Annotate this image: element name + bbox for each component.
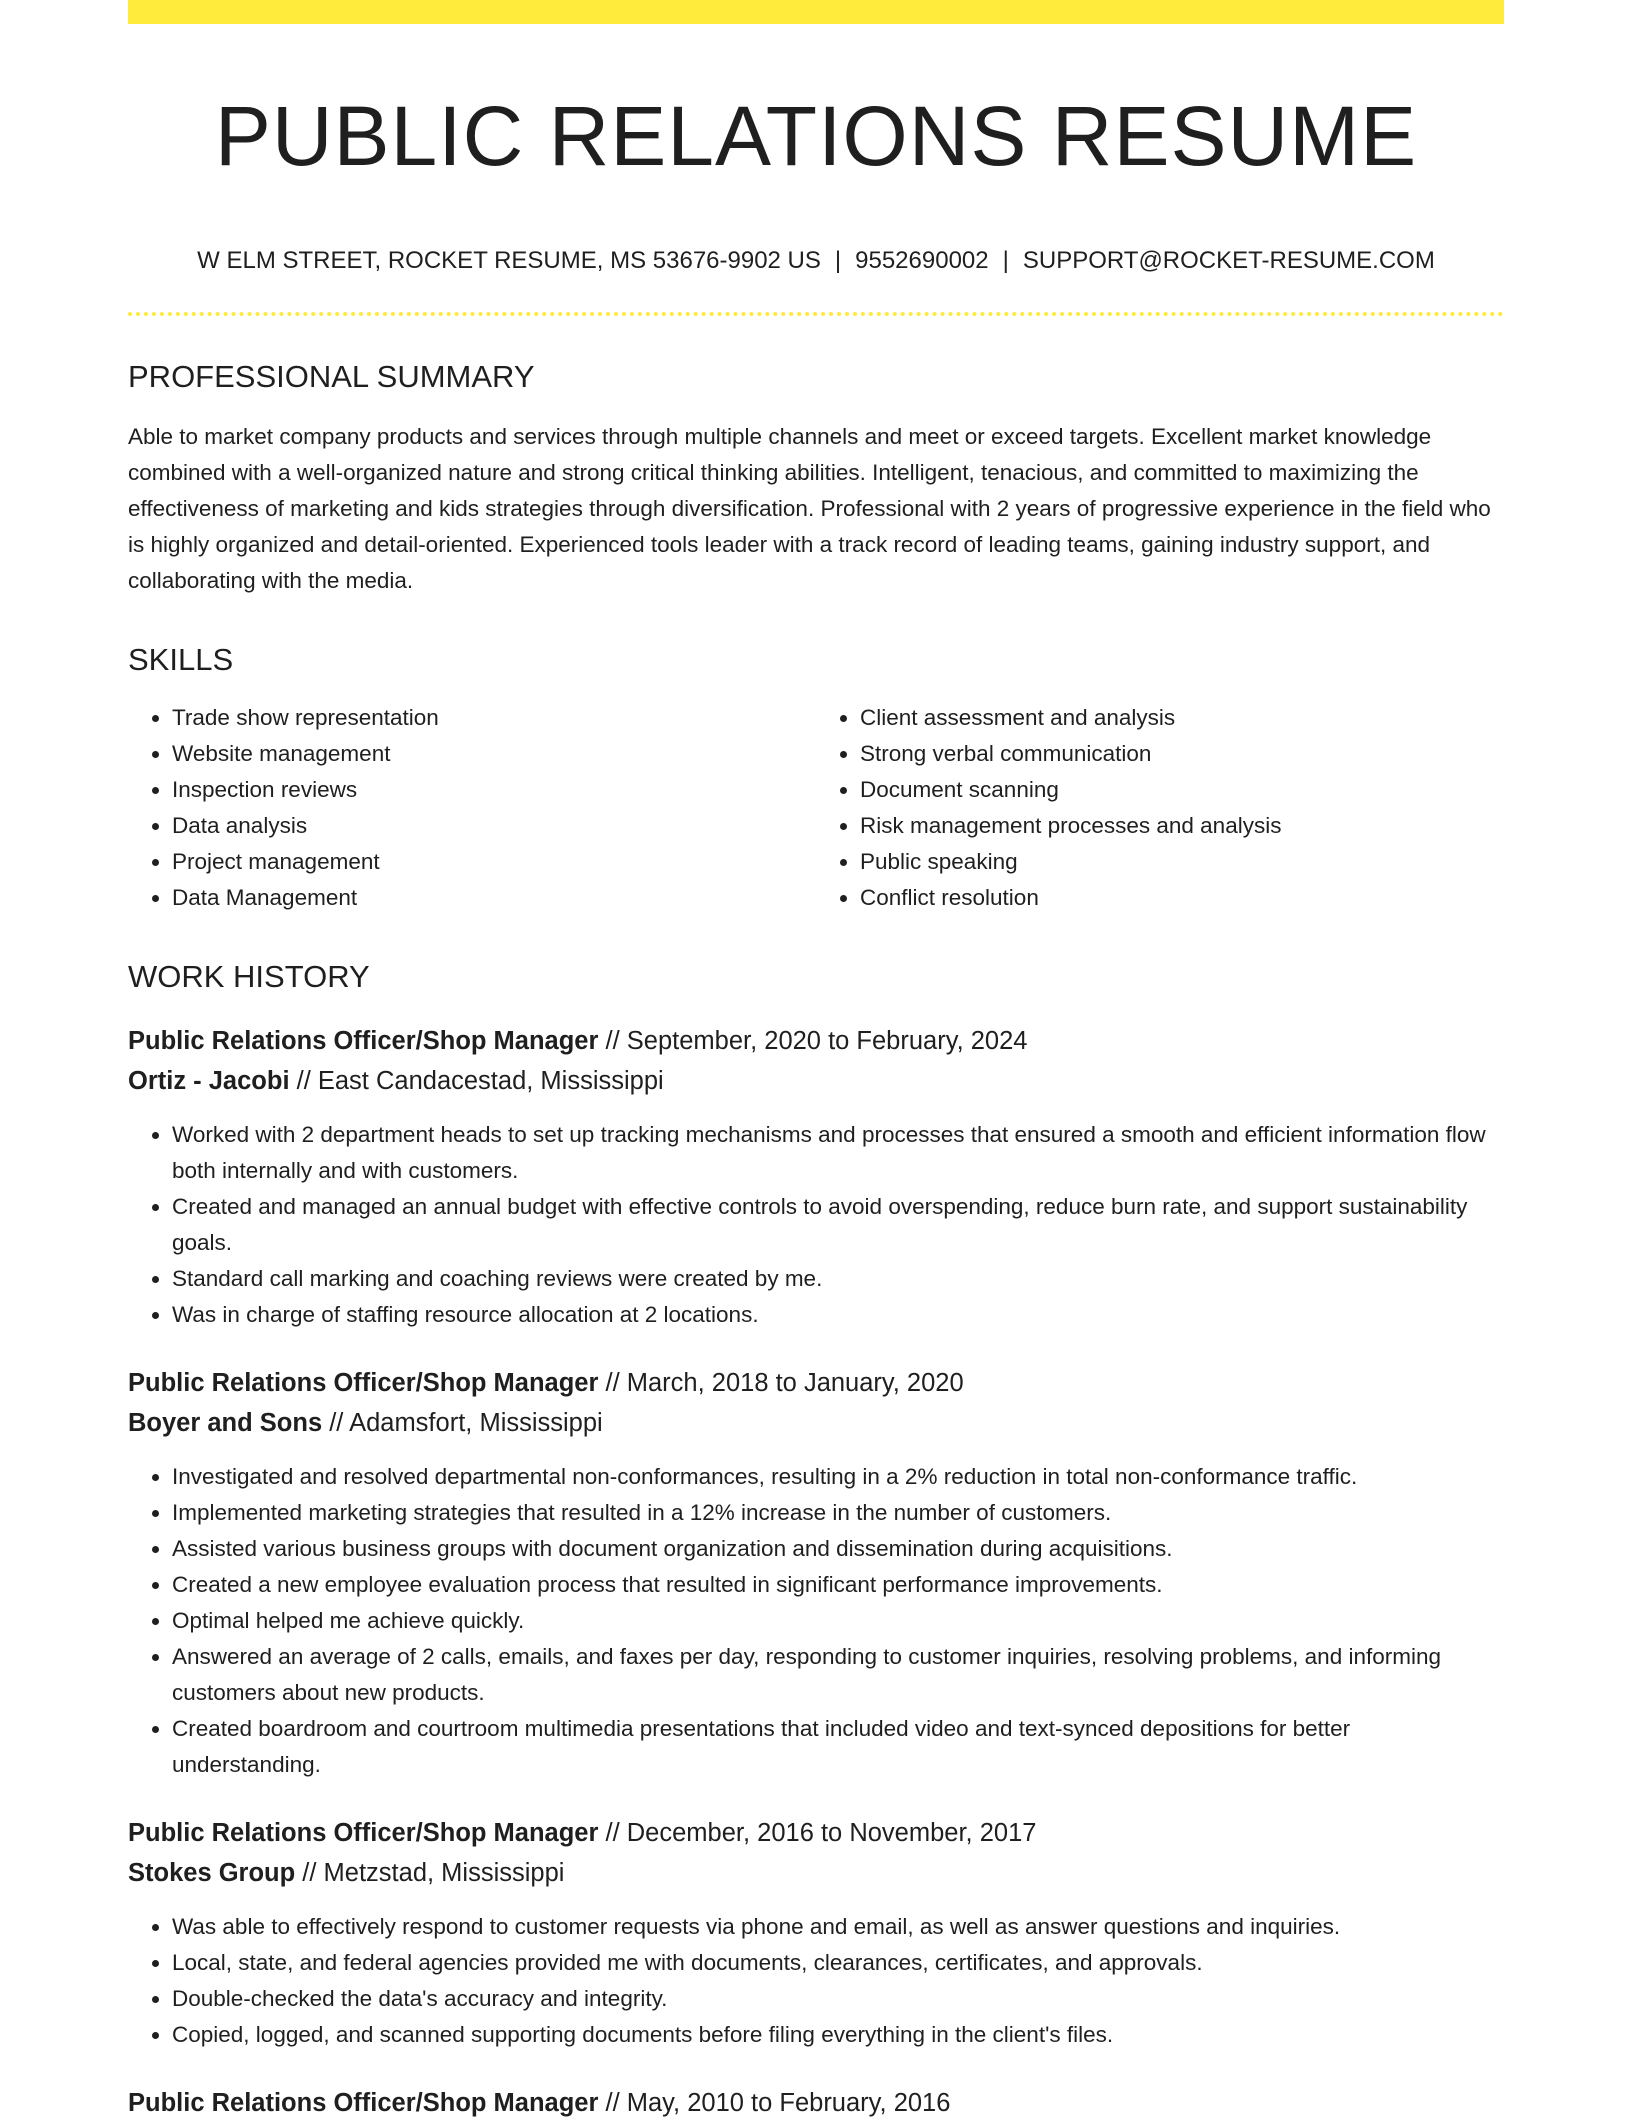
- job-title: Public Relations Officer/Shop Manager: [128, 1027, 599, 1056]
- job-location: // Metzstad, Mississippi: [295, 1859, 565, 1888]
- skill-item: • Project management: [172, 844, 816, 880]
- job-bullet: • Was able to effectively respond to customer requests via phone and email, as well as answer questions and inquiries.: [172, 1909, 1504, 1945]
- job-title-line: [128, 1021, 1504, 1061]
- resume-page: [128, 0, 1504, 2123]
- skills-heading: SKILLS: [128, 641, 234, 677]
- job-dates: // May, 2010 to February, 2016: [598, 2089, 951, 2118]
- resume-title: PUBLIC RELATIONS RESUME: [214, 89, 1418, 183]
- skill-item: • Data Management: [172, 880, 816, 916]
- contact-separator: |: [1002, 246, 1009, 274]
- job-bullet: • Local, state, and federal agencies provided me with documents, clearances, certificates, and approvals.: [172, 1945, 1504, 1981]
- job-company: Stokes Group: [128, 1859, 296, 1888]
- skill-item: • Data analysis: [172, 808, 816, 844]
- job-location: // Adamsfort, Mississippi: [322, 1409, 603, 1438]
- skill-item: • Strong verbal communication: [860, 736, 1504, 772]
- job-company: Ortiz - Jacobi: [128, 1067, 290, 1096]
- accent-bar: [128, 0, 1504, 24]
- email: SUPPORT@ROCKET-RESUME.COM: [1022, 246, 1435, 274]
- job-bullet: • Was in charge of staffing resource allocation at 2 locations.: [172, 1297, 1504, 1333]
- job-bullet: • Created and managed an annual budget with effective controls to avoid overspending, reduce burn rate, and support sustainability goals.: [172, 1189, 1504, 1261]
- skill-item: • Trade show representation: [172, 700, 816, 736]
- skills-column-left: [128, 700, 816, 916]
- skill-item: • Client assessment and analysis: [860, 700, 1504, 736]
- job-entry: [128, 1021, 1504, 1333]
- job-bullet: • Created boardroom and courtroom multimedia presentations that included video and text-synced depositions for better understanding.: [172, 1711, 1504, 1783]
- job-bullets: [128, 1459, 1504, 1783]
- job-title: Public Relations Officer/Shop Manager: [128, 1369, 599, 1398]
- skill-item: • Website management: [172, 736, 816, 772]
- job-bullet: • Created a new employee evaluation process that resulted in significant performance improvements.: [172, 1567, 1504, 1603]
- job-bullet: • Worked with 2 department heads to set up tracking mechanisms and processes that ensured a smooth and efficient information flow both internally and with customers.: [172, 1117, 1504, 1189]
- skill-item: • Document scanning: [860, 772, 1504, 808]
- job-entry: [128, 2083, 1504, 2123]
- job-company-line: [128, 1853, 1504, 1893]
- phone: 9552690002: [855, 246, 989, 274]
- dotted-divider: [128, 312, 1504, 316]
- summary-heading: PROFESSIONAL SUMMARY: [128, 358, 535, 394]
- skill-item: • Public speaking: [860, 844, 1504, 880]
- job-title: Public Relations Officer/Shop Manager: [128, 1819, 599, 1848]
- contact-separator: |: [834, 246, 842, 274]
- job-bullet: • Double-checked the data's accuracy and integrity.: [172, 1981, 1504, 2017]
- skill-item: • Inspection reviews: [172, 772, 816, 808]
- job-title-line: [128, 1363, 1504, 1403]
- job-dates: // March, 2018 to January, 2020: [598, 1369, 964, 1398]
- job-bullet: • Assisted various business groups with document organization and dissemination during acquisitions.: [172, 1531, 1504, 1567]
- contact-line: [128, 247, 1504, 276]
- job-location: // East Candacestad, Mississippi: [289, 1067, 664, 1096]
- job-bullet: • Optimal helped me achieve quickly.: [172, 1603, 1504, 1639]
- work-heading: WORK HISTORY: [128, 958, 370, 994]
- job-bullets: [128, 1117, 1504, 1333]
- job-company-line: [128, 1403, 1504, 1443]
- summary-text: Able to market company products and services through multiple channels and meet or exceed targets. Excellent market knowledge combined with a well-organized nature and strong critical thinking abilities. Intelligent, tenacious, and committed to maximizing the effectiveness of marketing and kids strategies through diversification. Professional with 2 years of progressive experience in the field who is highly organized and detail-oriented. Experienced tools leader with a track record of leading teams, gaining industry support, and collaborating with the media.: [128, 423, 1491, 593]
- skills-list: [128, 700, 1504, 916]
- job-dates: // September, 2020 to February, 2024: [598, 1027, 1028, 1056]
- skill-item: • Risk management processes and analysis: [860, 808, 1504, 844]
- job-bullet: • Copied, logged, and scanned supporting documents before filing everything in the client's files.: [172, 2017, 1504, 2053]
- job-company: Boyer and Sons: [128, 1409, 323, 1438]
- job-title-line: [128, 1813, 1504, 1853]
- job-entry: [128, 1363, 1504, 1783]
- job-title: Public Relations Officer/Shop Manager: [128, 2089, 599, 2118]
- skills-column-right: [816, 700, 1504, 916]
- job-entry: [128, 1813, 1504, 2053]
- address: W ELM STREET, ROCKET RESUME, MS 53676-9902 US: [197, 246, 821, 274]
- job-bullet: • Answered an average of 2 calls, emails, and faxes per day, responding to customer inquiries, resolving problems, and informing customers about new products.: [172, 1639, 1504, 1711]
- job-dates: // December, 2016 to November, 2017: [598, 1819, 1037, 1848]
- job-bullet: • Standard call marking and coaching reviews were created by me.: [172, 1261, 1504, 1297]
- job-title-line: [128, 2083, 1504, 2123]
- job-bullet: • Investigated and resolved departmental non-conformances, resulting in a 2% reduction in total non-conformance traffic.: [172, 1459, 1504, 1495]
- job-bullet: • Implemented marketing strategies that resulted in a 12% increase in the number of customers.: [172, 1495, 1504, 1531]
- job-bullets: [128, 1909, 1504, 2053]
- job-company-line: [128, 1061, 1504, 1101]
- skill-item: • Conflict resolution: [860, 880, 1504, 916]
